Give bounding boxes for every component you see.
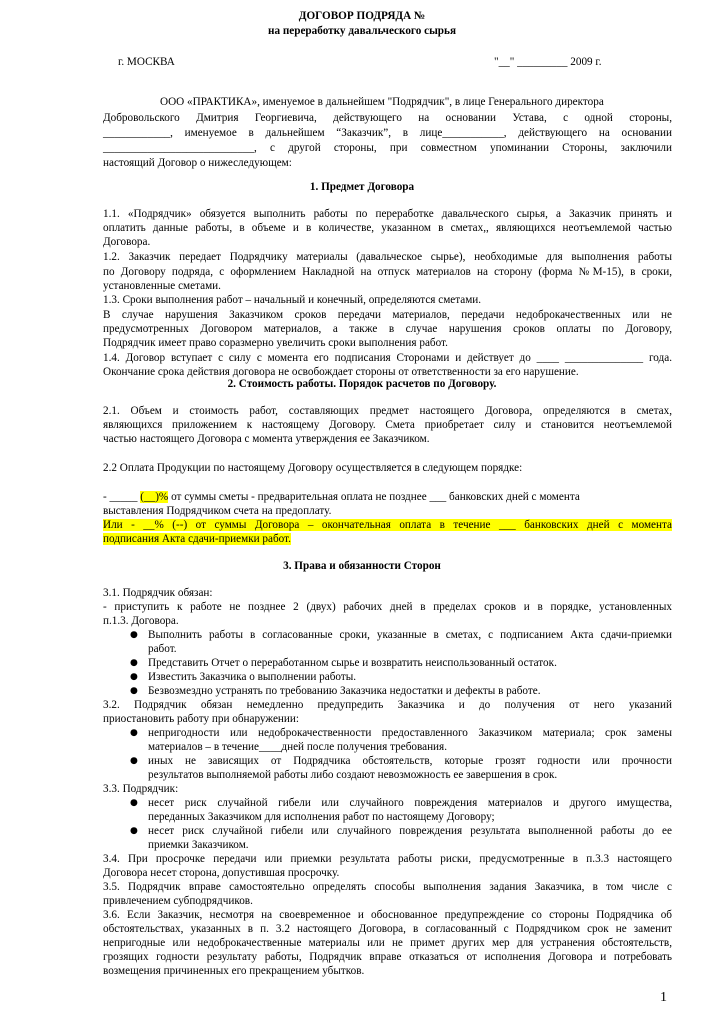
- text-line: 1.2. Заказчик передает Подрядчику материалы (давальческое сырье), необходимые для выполнения работы: [103, 251, 672, 263]
- text-line: частью настоящего Договора с момента утверждения ее Заказчиком.: [103, 433, 430, 445]
- text-line: грозящих годности результату работы, Подрядчик вправе отказаться от исполнения Договора и потребовать: [103, 951, 672, 963]
- text-line: выставления Подрядчиком счета на предоплату.: [103, 505, 332, 517]
- list-item: работ.: [148, 643, 177, 655]
- list-item: Представить Отчет о переработанном сырье и возвратить неиспользованный остаток.: [148, 657, 557, 669]
- list-item: несет риск случайной гибели или случайного повреждения материалов и другого имущества,: [148, 797, 672, 809]
- bullet-icon: ●: [130, 798, 138, 808]
- list-item: несет риск случайной гибели или случайного повреждения результата выполненной работы до ее: [148, 825, 672, 837]
- text-line: установленные сметами.: [103, 280, 221, 292]
- list-item: иных не зависящих от Подрядчика обстоятельств, которые грозят годности или прочности: [148, 755, 672, 767]
- section-heading: 3. Права и обязанности Сторон: [283, 560, 441, 572]
- preamble-line: ____________, именуемое в дальнейшем “Заказчик”, в лице___________, действующего на основании: [103, 127, 672, 139]
- text-line: - приступить к работе не позднее 2 (двух) рабочих дней в пределах сроков и в порядке, установленных: [103, 601, 672, 613]
- text-line: привлечением субподрядчиков.: [103, 895, 253, 907]
- text-line: 1.4. Договор вступает с силу с момента его подписания Сторонами и действует до ____ ______________ года.: [103, 352, 672, 364]
- list-item: материалов – в течение____дней после получения требования.: [148, 741, 447, 753]
- list-item: приемки Заказчиком.: [148, 839, 249, 851]
- preamble-line: Добровольского Дмитрия Георгиевича, действующего на основании Устава, с одной стороны,: [103, 112, 672, 124]
- bullet-icon: ●: [130, 686, 138, 696]
- text-line: обстоятельствах, указанных в п. 3.2 настоящего Договора, в согласованный с Подрядчиком срок не заменит: [103, 923, 672, 935]
- text-line: 3.6. Если Заказчик, несмотря на своевременное и обоснованное предупреждение со стороны Подрядчика об: [103, 909, 672, 921]
- prepayment-prefix: - _____: [103, 491, 141, 503]
- text-line: В случае нарушения Заказчиком сроков передачи материалов, передачи недоброкачественных или не: [103, 309, 672, 321]
- prepayment-line: [103, 491, 580, 503]
- section-heading: 1. Предмет Договора: [309, 181, 415, 193]
- text-line: Договора.: [103, 236, 151, 248]
- text-line: 3.5. Подрядчик вправе самостоятельно определять способы выполнения задания Заказчика, в том числе с: [103, 881, 672, 893]
- text-line: Окончание срока действия договора не освобождает стороны от ответственности за его нарушение.: [103, 366, 579, 378]
- bullet-icon: ●: [130, 728, 138, 738]
- text-line: возмещения причиненных его прекращением убытков.: [103, 965, 365, 977]
- text-line: 3.1. Подрядчик обязан:: [103, 587, 213, 599]
- text-line: предусмотренных Договором материалов, а также в случае нарушения сроков оплаты по Договору,: [103, 323, 672, 335]
- list-item: непригодности или недоброкачественности предоставленного Заказчиком материала; срок замены: [148, 727, 672, 739]
- text-line: по Договору подряда, с оформлением Накладной на отпуск материалов на сторону (форма №М-15), в сроки,: [103, 266, 672, 278]
- preamble-line: ООО «ПРАКТИКА», именуемое в дальнейшем "Подрядчик", в лице Генерального директора: [160, 96, 604, 108]
- text-line: оплатить данные работы, в объеме и в количестве, указанном в сметах,, являющихся неотъемлемой частью: [103, 222, 672, 234]
- bullet-icon: ●: [130, 826, 138, 836]
- city: г. МОСКВА: [118, 56, 175, 68]
- text-line: 3.2. Подрядчик обязан немедленно предупредить Заказчика и до получения от него указаний: [103, 699, 672, 711]
- list-item: результатов выполняемой работы либо создают невозможность ее завершения в срок.: [148, 769, 558, 781]
- preamble-line: ___________________________, с другой стороны, при совместном упоминании Стороны, заключили: [103, 142, 672, 154]
- preamble-line: настоящий Договор о нижеследующем:: [103, 157, 292, 169]
- text-line: 3.4. При просрочке передачи или приемки результата работы риски, предусмотренные в п.3.3 настоящего: [103, 853, 672, 865]
- list-item: Безвозмездно устранять по требованию Заказчика недостатки и дефекты в работе.: [148, 685, 541, 697]
- bullet-icon: ●: [130, 756, 138, 766]
- text-line: 1.1. «Подрядчик» обязуется выполнить работы по переработке давальческого сырья, а Заказчик принять и: [103, 208, 672, 220]
- document-title: ДОГОВОР ПОДРЯДА №: [298, 10, 426, 22]
- contract-date: "__" _________ 2009 г.: [494, 56, 602, 68]
- list-item: Известить Заказчика о выполнении работы.: [148, 671, 357, 683]
- text-line: непригодные или недоброкачественные материалы или не примет других мер для устранения обстоятельств,: [103, 937, 672, 949]
- prepayment-text: от суммы сметы - предварительная оплата не позднее ___ банковских дней с момента: [168, 491, 580, 503]
- bullet-icon: ●: [130, 658, 138, 668]
- document-subtitle: на переработку давальческого сырья: [268, 25, 456, 37]
- bullet-icon: ●: [130, 630, 138, 640]
- section-heading: 2. Стоимость работы. Порядок расчетов по Договору.: [227, 378, 497, 390]
- text-line: 2.2 Оплата Продукции по настоящему Договору осуществляется в следующем порядке:: [103, 462, 523, 474]
- text-line: являющихся приложением к настоящему Договору. Смета приобретает силу и становится неотъемлемой: [103, 419, 672, 431]
- text-line: Договора несет сторона, допустившая просрочку.: [103, 867, 340, 879]
- text-line: 2.1. Объем и стоимость работ, составляющих предмет настоящего Договора, определяются в сметах,: [103, 405, 672, 417]
- bullet-icon: ●: [130, 672, 138, 682]
- text-line: Подрядчик имеет право соразмерно увеличить сроки выполнения работ.: [103, 337, 448, 349]
- text-line: приостановить работу при обнаружении:: [103, 713, 299, 725]
- text-line: п.1.3. Договора.: [103, 615, 179, 627]
- list-item: Выполнить работы в согласованные сроки, указанные в сметах, с подписанием Акта сдачи-приемки: [148, 629, 672, 641]
- prepayment-percent: (__)%: [140, 491, 169, 503]
- text-line: 1.3. Сроки выполнения работ – начальный и конечный, определяются сметами.: [103, 294, 482, 306]
- page-number: 1: [660, 990, 667, 1005]
- text-line: 3.3. Подрядчик:: [103, 783, 179, 795]
- list-item: переданных Заказчиком для исполнения работ по настоящему Договору;: [148, 811, 495, 823]
- final-payment-line: Или - __% (--) от суммы Договора – окончательная оплата в течение ___ банковских дней с момента: [103, 519, 672, 531]
- final-payment-line: подписания Акта сдачи-приемки работ.: [103, 533, 291, 545]
